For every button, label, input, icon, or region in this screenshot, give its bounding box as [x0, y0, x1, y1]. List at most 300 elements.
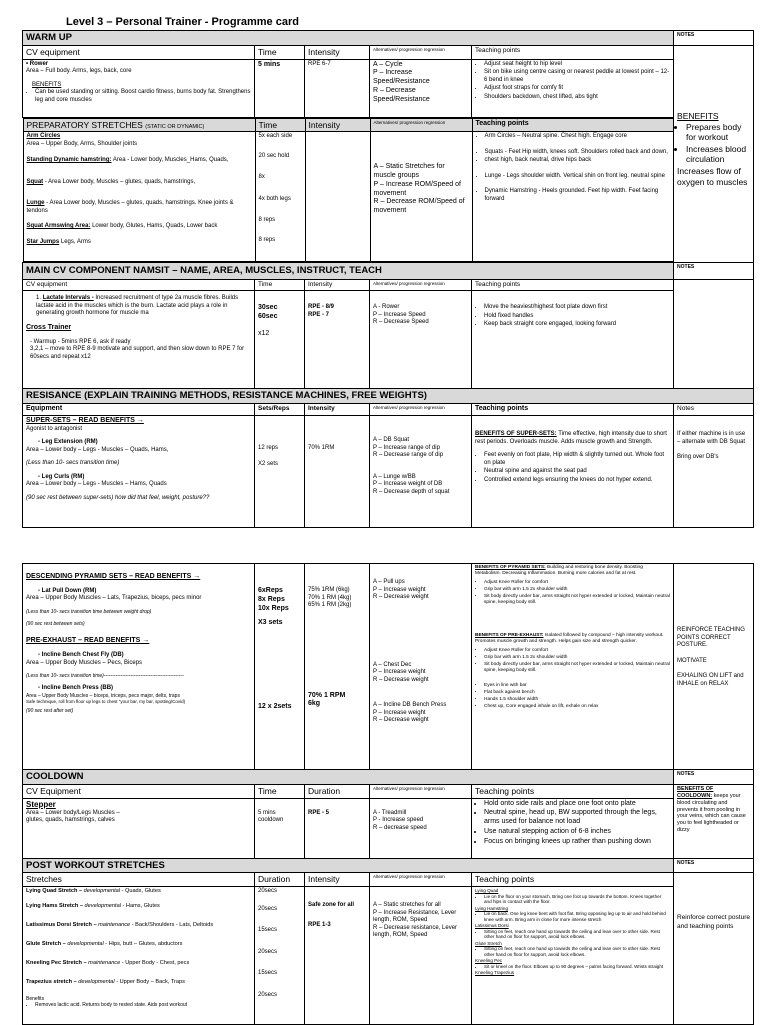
post-col-headers: [23, 873, 754, 887]
list-item: • Flat back against bench: [484, 690, 670, 696]
alt-line: R – Decrease weight: [373, 717, 429, 723]
programme-table-page-1: [22, 30, 754, 528]
rower-area: Area – Full body. Arms, legs, back, core: [26, 68, 132, 74]
warmup-col-headers: [23, 45, 754, 59]
alt-line: P – Increase Speed/Resistance: [373, 69, 430, 85]
duration-value: 20secs: [258, 905, 278, 912]
list-item: • Move the heaviest/highest foot plate down first: [484, 304, 670, 312]
superset-equipment: [23, 416, 255, 528]
benefits-text: Isolated followed by compound – high intensity workout. Promotes muscle growth and strength. Helps gain size and strength quicker.: [475, 632, 664, 644]
list-item: • Arm Circles – Neutral spine. Chest high. Engage core: [485, 133, 671, 141]
note-line: Bring over DB's: [677, 454, 719, 460]
col-alternatives: Alternatives/ progression regression: [370, 280, 472, 291]
alt-line: P – Increase range of dip: [373, 444, 440, 451]
list-item: • Neutral spine, head up, BW supported through the legs, arms used for balance not load: [484, 809, 670, 827]
stretch-time: 5x each side: [258, 133, 293, 140]
alt-line: R – decrease speed: [373, 824, 427, 831]
intensity-value: 70% 1RM: [308, 445, 335, 451]
duration-value: 15secs: [258, 927, 278, 933]
item-number: 1.: [36, 295, 42, 302]
interval-line: 3,2,1 – move to RPE 8-9 motivate and support, and then slow down to RPE 7 for 60secs and repeat x12: [30, 346, 245, 360]
main-cv-equipment: [23, 291, 255, 389]
stretch-area: - Upper Body - Chest, pecs: [120, 959, 190, 966]
rower-benefits: • Can be used standing or sitting. Boost cardio fitness, burns body fat. Strengthens leg and core muscles: [35, 89, 251, 104]
alt-line: R – Decrease weight: [373, 594, 429, 600]
document-title: Level 3 – Personal Trainer - Programme card: [66, 16, 299, 28]
alt-line: P – Increase ROM/Speed of movement: [373, 180, 461, 197]
alt-line: A - Treadmill: [373, 809, 407, 816]
list-item: • Feet evenly on foot plate, Hip width & slightly turned out. Whole foot on plate: [484, 452, 670, 467]
prep-headers: [23, 118, 674, 132]
note-line: Reinforce correct posture and teaching points: [677, 914, 750, 930]
list-item: [26, 941, 251, 948]
stretch-name: Squat Armswing Area:: [26, 223, 91, 230]
stretch-time: 8x: [258, 174, 265, 181]
warmup-equipment: [23, 59, 255, 117]
superset-teaching-points: [472, 416, 674, 528]
prep-row: [23, 132, 674, 262]
item-desc: Increased recruitment of type 2a muscle fibres. Builds lactate acid in the muscles which is the burn. Lactate acid plays a role in generating growth hormone for muscle ma: [36, 295, 239, 317]
list-item: • Neutral spine and against the seat pad: [484, 468, 670, 476]
pyramid-benefits: [475, 565, 670, 577]
superset-sets: [255, 416, 305, 528]
stretch-desc: Area - Lower body, Muscles_Hams, Quads,: [111, 157, 229, 164]
stretch-name: Glute Stretch –: [26, 940, 66, 947]
notes-benefits-list: [677, 122, 750, 166]
col-teaching-points: Teaching points: [472, 404, 674, 416]
exercise-name: Lat Pull Down (RM): [41, 587, 97, 594]
safety-note: Safe technique, roll from floor up legs to chest "your bar, my bar, spotting/Covid): [26, 699, 186, 704]
rower-benefits-label: BENEFITS: [32, 81, 62, 88]
alt-line: P – Increase weight: [373, 709, 426, 716]
prep-times: [255, 132, 305, 262]
prep-intensity: [305, 132, 370, 262]
main-cv-row: [23, 291, 754, 389]
list-item: • Adjust Knee Roller for comfort: [484, 648, 670, 654]
stretch-name: Lying Hams Stretch –: [26, 902, 83, 909]
col-teaching-points: Teaching points: [472, 873, 674, 887]
alt-line: R – Decrease weight: [373, 676, 429, 683]
warmup-notes: [674, 45, 754, 263]
list-item: [27, 157, 252, 165]
item-name: Lactate Intervals -: [42, 295, 94, 302]
main-cv-notes: [674, 280, 754, 389]
list-item: • Grip bar with arm 1.5 2x shoulder width: [484, 655, 670, 661]
exercise-area: Area – Lower body – Legs - Muscles – Hams, Quads: [26, 481, 167, 488]
duration-value: RPE - 5: [308, 809, 330, 816]
stretch-type: maintenance: [86, 959, 121, 966]
list-item: • Shoulders backdown, chest lifted, abs tight: [484, 94, 670, 102]
stretch-name: Standing Dynamic hamstring:: [26, 157, 112, 164]
stretch-area: - Quads, Glutes: [120, 888, 161, 894]
warmup-title: WARM UP: [23, 31, 674, 46]
stretch-time: 4x both legs: [258, 195, 291, 202]
pyramid-sets: [255, 564, 305, 770]
main-cv-intensity: [305, 291, 370, 389]
benefits-text: Time effective, high intensity due to short rest periods. Overloads muscle. Adds muscle growth and Strength.: [475, 431, 667, 445]
col-cv-equipment: CV equipment: [23, 45, 255, 59]
rest-note: (90 sec rest between super-sets) how did that feel, weight, posture??: [26, 494, 210, 501]
tp-heading: Lying Hamstring: [475, 905, 509, 911]
col-equipment: Equipment: [23, 404, 255, 416]
col-intensity: Intensity: [305, 873, 370, 887]
benefits-label: BENEFITS OF PRE-EXHAUST:: [475, 632, 544, 638]
prep-block: [23, 117, 754, 263]
alt-line: P – Increase weight: [373, 669, 426, 675]
time-value: 60sec: [258, 313, 278, 321]
list-item: • Sitting on feet, reach one hand up towards the ceiling and lean over to other side. Rest other hand on floor for support, avoid lock elbows.: [484, 929, 670, 940]
warmup-notes-label: NOTES: [674, 31, 754, 46]
list-item: • Adjust foot straps for comfy fit: [484, 85, 670, 93]
tp-heading: Lying Quad: [475, 888, 499, 893]
post-row: [23, 887, 754, 1025]
main-cv-title: MAIN CV COMPONENT NAMSIT – NAME, AREA, MUSCLES, INSTRUCT, TEACH: [23, 263, 674, 280]
main-cv-col-headers: [23, 280, 754, 291]
list-item: • Sit on bike using centre casing or nearest peddle at lowest point – 12-6 bend in knee: [484, 69, 670, 84]
col-time: Time: [255, 45, 305, 59]
prep-alternatives: [370, 132, 472, 262]
stretch-desc: Area – Upper Body, Arms, Shoulder joints: [26, 140, 138, 147]
superset-title: SUPER-SETS – READ BENEFITS →: [26, 417, 144, 424]
warmup-section-header: [23, 31, 754, 46]
col-time: Time: [255, 118, 305, 132]
stretch-name: Latissimus Dorsi Stretch –: [26, 921, 97, 928]
pyramid-alternatives: [370, 564, 472, 770]
cooldown-time: [255, 798, 305, 858]
pyramid-title: DESCENDING PYRAMID SETS – READ BENEFITS →: [26, 573, 201, 580]
stretch-time: 8 reps: [258, 236, 276, 243]
stretch-name: Lying Quad Stretch –: [26, 888, 83, 894]
col-intensity: Intensity: [305, 404, 370, 416]
col-alternatives: Alternatives/ progression regression: [370, 45, 472, 59]
duration-value: 15secs: [258, 970, 278, 976]
list-item: • Lie on the floor on your stomach. Bring one foot up towards the bottom. Knees together and hips in contact with the floor.: [484, 894, 670, 905]
alt-line: P – Increase Resistance, Lever length, ROM, Speed: [373, 909, 457, 923]
exercise-name: Incline Bench Press (BB): [41, 685, 114, 692]
stretch-type: developmental: [82, 888, 121, 894]
col-alternatives: Alternatives/ progression regression: [370, 873, 472, 887]
post-stretches: [23, 887, 255, 1025]
resistance-row: [23, 416, 754, 528]
exercise-name: Leg Extension (RM): [41, 439, 98, 446]
main-cv-alternatives: [370, 291, 472, 389]
list-item: • Controlled extend legs ensuring the knees do not hyper extend.: [484, 477, 670, 485]
lat-pull-down: - Lat Pull Down (RM): [38, 587, 97, 594]
leg-curls: - Leg Curls (RM): [38, 473, 85, 480]
resistance-title: RESISANCE (EXPLAIN TRAINING METHODS, RESISTANCE MACHINES, FREE WEIGHTS): [23, 389, 754, 404]
sets-value: X3 sets: [258, 619, 283, 627]
col-alternatives: Alternatives/ progression regression: [370, 118, 472, 132]
col-teaching-points: Teaching points: [472, 45, 674, 59]
prep-items: [23, 132, 255, 262]
cooldown-duration: [305, 798, 370, 858]
exercise-name: Incline Bench Chest Fly (DB): [41, 652, 124, 658]
resistance-section-header: [23, 389, 754, 404]
resistance-col-headers: [23, 404, 754, 416]
warmup-intensity: RPE 6-7: [305, 59, 370, 117]
sets-value: X2 sets: [258, 460, 279, 467]
transition-note: (Less than 10- secs transition time)------------------------------------------------: [26, 673, 184, 679]
cooldown-notes: [674, 784, 754, 858]
exercise-area: Area – Upper Body Muscles – biceps, triceps, pecs major, delts, traps: [26, 692, 180, 699]
list-item: [26, 903, 251, 910]
list-item: • Adjust seat height to hip level: [484, 61, 670, 69]
col-cv-equipment: CV Equipment: [23, 784, 255, 798]
superset-intensity: [305, 416, 370, 528]
list-item: • Adjust Knee Roller for comfort: [484, 580, 670, 586]
cooldown-equipment: [23, 798, 255, 858]
alt-line: P - Increase speed: [373, 817, 424, 823]
alt-line: A – Static Stretches for muscle groups: [373, 163, 445, 180]
cooldown-row: [23, 798, 754, 858]
duration-value: 20secs: [258, 991, 278, 998]
stretch-name: Lunge: [26, 200, 45, 207]
cooldown-notes-label: NOTES: [674, 770, 754, 785]
list-item: • Hands 1.5 shoulder width: [484, 697, 670, 703]
post-notes: [674, 873, 754, 1025]
reps-value: x12: [258, 329, 270, 337]
stretch-time: 20 sec hold: [258, 152, 290, 159]
list-item: [27, 239, 252, 247]
list-item: • Keep back straight core engaged, looking forward: [484, 321, 670, 329]
list-item: [26, 979, 251, 986]
duration-value: 20secs: [258, 888, 278, 894]
pyramid-notes: [674, 564, 754, 770]
programme-table-page-2: [22, 563, 754, 1025]
alt-line: R – Decrease resistance, Lever length, ROM, Speed: [373, 924, 458, 938]
alt-line: A – Static stretches for all: [373, 902, 441, 908]
alt-line: A – Pull ups: [373, 579, 405, 585]
cooldown-alternatives: [370, 798, 472, 858]
pyramid-row: [23, 564, 754, 770]
col-teaching-points: Teaching points: [472, 280, 674, 291]
col-cv-equipment: CV equipment: [23, 280, 255, 291]
intensity-value: 75% 1RM (6kg): [308, 587, 350, 593]
list-item: [26, 922, 251, 929]
intensity-value: 70% 1 RPM: [308, 691, 346, 699]
list-item: • Use natural stepping action of 6-8 inches: [484, 828, 670, 837]
stretch-name: Arm Circles: [26, 133, 61, 140]
stretch-name: Star Jumps: [26, 238, 60, 245]
alt-line: R – Decrease depth of squat: [373, 488, 450, 495]
exercise-area: Area – Lower body – Legs - Muscles – Quads, Hams,: [26, 446, 169, 453]
stretch-area: - Upper Body – Back, Traps: [114, 978, 185, 985]
col-intensity: Intensity: [305, 45, 370, 59]
col-alternatives: Alternatives/ progression regression: [370, 784, 472, 798]
stretch-type: developmental: [65, 940, 104, 947]
intensity-value: RPE 1-3: [308, 921, 331, 928]
stretch-desc: - Area Lower body, Muscles – glutes, quads, hamstrings,: [43, 178, 196, 185]
post-notes-label: NOTES: [674, 858, 754, 873]
reps-value: 10x Reps: [258, 604, 289, 612]
stepper-label: Stepper: [26, 799, 56, 809]
time-value: 5 mins cooldown: [258, 809, 284, 823]
list-item: • Hold onto side rails and place one foot onto plate: [484, 800, 670, 809]
exercise-area: Area – Upper Body Muscles – Pecs, Biceps: [26, 659, 143, 666]
col-duration: Duration: [255, 873, 305, 887]
list-item: • Sitting on feet, reach one hand up towards the ceiling and lean over to other side. Rest other hand on floor for support, avoid lock elbows.: [484, 946, 670, 957]
benefits-label: BENEFITS OF SUPER-SETS:: [475, 431, 557, 437]
page-2: [22, 563, 753, 1025]
col-intensity: Intensity: [305, 280, 370, 291]
sets-value: 12 x 2sets: [258, 703, 292, 710]
superset-notes: [674, 416, 754, 528]
warmup-teaching-points: [472, 59, 674, 117]
list-item: • Removes lactic acid. Returns body to rested state. Aids post workout: [35, 1002, 251, 1008]
intensity-value: 65% 1 RM (2kg): [308, 602, 352, 608]
col-teaching-points: Teaching points: [472, 784, 674, 798]
agonist-note: Agonist to antagonist: [26, 425, 83, 432]
list-item: • Hold fixed handles: [484, 313, 670, 321]
list-item: • Lie on back. One leg knee bent with foot flat. Bring opposing leg up to air and hold behind knee with arm. Bring arm in close for more intense stretch: [484, 911, 670, 922]
col-duration: Duration: [305, 784, 370, 798]
exercise-area: Area – Upper Body Muscles – Lats, Trapezius, biceps, pecs minor: [26, 595, 202, 602]
notes-extra: Increases flow of oxygen to muscles: [677, 166, 748, 187]
incline-bench-press: - Incline Bench Press (BB): [38, 685, 114, 692]
list-item: • Prepares body for workout: [686, 122, 750, 143]
alt-line: R – Decrease Speed: [373, 319, 429, 326]
rest-note: (90 sec rest after set): [26, 707, 74, 714]
note-line: MOTIVATE: [677, 657, 707, 664]
alt-line: A – Incline DB Bench Press: [373, 702, 447, 708]
prep-title-sub: (STATIC OR DYNAMIC): [145, 123, 205, 130]
list-item: • Chest up, Core engaged inhale on lift, exhale on relax: [484, 704, 670, 710]
post-alternatives: [370, 887, 472, 1025]
list-item: • Dynamic Hamstring - Heels grounded. Feet hip width. Feet facing forward: [485, 188, 671, 203]
stretch-name: Squat: [26, 178, 44, 185]
prep-title: [23, 118, 255, 132]
list-item: [27, 179, 252, 187]
duration-value: 20secs: [258, 948, 278, 955]
benefits-label: Benefits: [26, 995, 45, 1002]
list-item: • Sit or kneel on the floor. Elbows up to 90 degrees – palms facing forward. Wrists straight: [484, 964, 670, 970]
preexhaust-title: PRE-EXHAUST – READ BENEFITS →: [26, 637, 150, 645]
stretch-area: - Hips, butt – Glutes, abductors: [103, 940, 183, 947]
stretch-name: Kneeling Pec Stretch –: [26, 959, 87, 966]
alt-line: A – Cycle: [373, 60, 403, 68]
prep-title-text: PREPARATORY STRETCHES: [26, 119, 143, 130]
list-item: [27, 223, 252, 231]
stretch-desc: Legs, Arms: [59, 238, 91, 245]
warmup-row: [23, 59, 754, 117]
alt-line: P – Increase weight: [373, 586, 426, 593]
notes-benefits-label: BENEFITS: [677, 110, 719, 121]
warmup-alternatives: [370, 59, 472, 117]
post-teaching-points: [472, 887, 674, 1025]
alt-line: R – Decrease range of dip: [373, 452, 444, 458]
pyramid-equipment: [23, 564, 255, 770]
list-item: • Grip bar with arm 1.5 2x shoulder width: [484, 587, 670, 593]
tp-heading: Kneeling Pec: [475, 958, 503, 963]
benefits-label: BENEFITS OF PYRAMID SETS:: [475, 565, 546, 570]
cooldown-title: COOLDOWN: [23, 770, 674, 785]
cooldown-col-headers: [23, 784, 754, 798]
stretch-desc: - Area Lower body, Muscles – glutes, quads, hamstrings. Knee joints & tendons: [26, 200, 234, 214]
list-item: • chest high, back neutral, drive hips back: [485, 157, 671, 165]
prep-teaching-points: [472, 132, 674, 262]
alt-line: A – Lunge w/BB: [373, 473, 416, 480]
col-alternatives: Alternatives/ progression regression: [370, 404, 472, 416]
alt-line: A - Rower: [373, 304, 400, 311]
stretch-desc: Lower body, Glutes, Hams, Quads, Lower back: [90, 223, 218, 230]
col-stretches: Stretches: [23, 873, 255, 887]
alt-line: R – Decrease ROM/Speed of movement: [373, 198, 465, 215]
stepper-desc: Area – Lower body/Legs Muscles – glutes, quads, hamstrings, calves: [26, 809, 120, 823]
tp-heading: Latissimus Dorsi: [475, 923, 509, 928]
rest-note: (90 sec rest between sets): [26, 621, 85, 627]
alt-line: P – Increase weight of DB: [373, 481, 443, 487]
intensity-value: Safe zone for all: [308, 902, 355, 908]
tp-heading: Kneeling Trapezius: [475, 970, 515, 975]
list-item: [26, 888, 251, 895]
list-item: • Increases blood circulation: [686, 144, 750, 165]
warmup-line: - Warmup - 5mins RPE 6, ask if ready: [30, 338, 131, 345]
col-intensity: Intensity: [305, 118, 370, 132]
list-item: [27, 133, 252, 148]
intensity-value: 70% 1 RM (4kg): [308, 594, 352, 601]
superset-alternatives: [370, 416, 472, 528]
preexhaust-benefits: [475, 633, 670, 645]
note-line: If either machine is in use – alternate with DB Squat: [677, 431, 746, 445]
main-cv-section-header: [23, 263, 754, 280]
list-item: • Sit body directly under bar, arms straight not hyper extended or locked, Maintain neutral spine, keeping body still.: [484, 594, 670, 606]
main-cv-notes-label: NOTES: [674, 263, 754, 280]
pyramid-intensity: [305, 564, 370, 770]
stretch-area: - Back/Shoulders - Lats, Deltoids: [130, 921, 214, 928]
intensity-value: 6kg: [308, 700, 321, 708]
col-sets-reps: Sets/Reps: [255, 404, 305, 416]
exercise-name: Leg Curls (RM): [41, 473, 85, 480]
alt-line: P – Increase Speed: [373, 311, 426, 318]
tp-heading: Glute Stretch: [475, 940, 502, 946]
intensity-value: RPE - 8/9: [308, 304, 335, 311]
list-item: • Lunge - Legs shoulder width. Vertical shin on front leg. neutral spine: [485, 173, 671, 181]
benefits-text: keeps your blood circulating and prevents it from pooling in your veins, which can cause you to feel lightheaded or dizzy: [677, 792, 746, 834]
cooldown-teaching-points: [472, 798, 674, 858]
alt-line: R – Decrease Speed/Resistance: [373, 86, 430, 103]
note-line: REINFORCE TEACHING POINTS CORRECT POSTURE.: [677, 627, 745, 648]
list-item: • Squats - Feet Hip width, knees soft. Shoulders rolled back and down,: [485, 149, 671, 157]
intensity-value: RPE - 7: [308, 311, 330, 318]
reps-value: 8x Reps: [258, 595, 285, 603]
superset-benefits: [475, 431, 670, 446]
stretch-area: - Hams, Glutes: [120, 902, 160, 909]
post-title: POST WORKOUT STRETCHES: [23, 858, 674, 873]
warmup-time: 5 mins: [255, 59, 305, 117]
col-teaching-points: Teaching points: [472, 118, 674, 132]
lactate-intervals: [26, 295, 251, 318]
list-item: • Sit body directly under bar, arms straight not hyper extended or locked, Maintain neutral spine, keeping body still.: [484, 662, 670, 674]
main-cv-time: [255, 291, 305, 389]
transition-note: (Less than 10- secs transition time between weight drop): [26, 608, 152, 615]
leg-extension: - Leg Extension (RM): [38, 439, 98, 446]
stretch-type: developmental: [76, 978, 115, 985]
page-1: [22, 30, 753, 528]
stretch-time: 8 reps: [258, 217, 276, 224]
benefits-text: Building and restoring bone density. Boosting Metabolism. Decreasing Inflammation. Burning more calories and fat at rest.: [475, 565, 643, 576]
post-intensity: [305, 887, 370, 1025]
col-time: Time: [255, 280, 305, 291]
list-item: • Focus on bringing knees up rather than pushing down: [484, 838, 670, 847]
list-item: [27, 200, 252, 215]
list-item: [26, 960, 251, 967]
col-time: Time: [255, 784, 305, 798]
cross-trainer: Cross Trainer: [26, 323, 72, 331]
reps-value: 12 reps: [258, 445, 279, 451]
post-durations: [255, 887, 305, 1025]
note-line: EXHALING ON LIFT and INHALE on RELAX: [677, 673, 744, 687]
rower-label: • Rower: [26, 60, 49, 67]
